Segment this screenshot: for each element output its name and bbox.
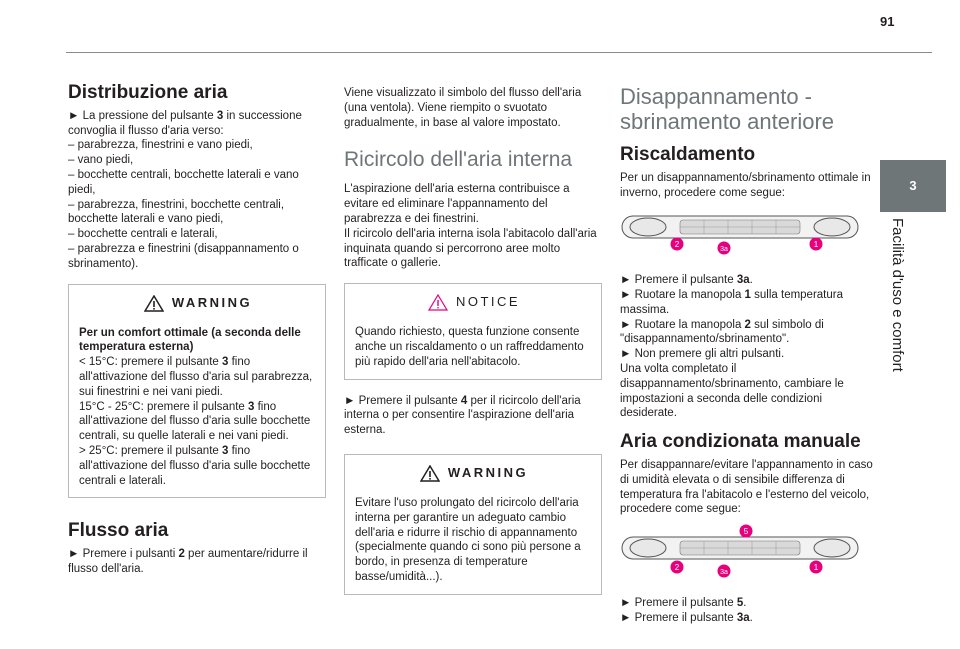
intro-text: ► La pressione del pulsante 3 in successione convoglia il flusso d'aria verso: — [68, 109, 302, 137]
ac-step-1: ► Premere il pulsante 5. — [620, 596, 747, 609]
chapter-tab[interactable]: 3 — [880, 160, 946, 212]
svg-text:2: 2 — [674, 240, 680, 250]
warning-header — [355, 465, 593, 482]
column-2 — [344, 82, 602, 609]
callout-2 — [671, 238, 684, 251]
heading-defrost: Disappannamento - sbrinamento anteriore — [620, 84, 835, 134]
callout-1 — [810, 561, 823, 574]
ac-step-2: ► Premere il pulsante 3a. — [620, 611, 753, 624]
step-4: ► Non premere gli altri pulsanti. — [620, 348, 785, 361]
fan-symbol-text: Viene visualizzato il simbolo del flusso dell'aria (una ventola). Viene riempito o svuotato gradualmente, in base al valore impostato. — [344, 87, 582, 129]
list-item: – parabrezza, finestrini, bocchette centrali, bocchette laterali e vano piedi, — [68, 198, 285, 226]
chapter-title: Facilità d'uso e comfort — [889, 218, 906, 372]
control-panel-illustration — [620, 523, 860, 581]
distribution-list — [68, 138, 326, 271]
warning-triangle-icon — [420, 465, 440, 482]
notice-header — [355, 294, 593, 311]
heading-manual-ac: Aria condizionata manuale — [620, 431, 861, 453]
page-number: 91 — [880, 14, 895, 29]
svg-text:2: 2 — [674, 563, 680, 573]
heading-air-flow: Flusso aria — [68, 520, 169, 542]
callout-3a — [718, 565, 731, 578]
step-2: ► Ruotare la manopola 1 sulla temperatura massima. — [620, 288, 843, 316]
warning-box-recirculation — [344, 454, 602, 595]
warning-triangle-icon — [144, 295, 164, 312]
step-1: ► Premere il pulsante 3a. — [620, 274, 753, 287]
list-item: – bocchette centrali e laterali, — [68, 228, 218, 241]
list-item: – parabrezza, finestrini e vano piedi, — [68, 139, 253, 152]
svg-text:5: 5 — [743, 527, 749, 537]
column-3 — [620, 82, 878, 626]
list-item: – parabrezza e finestrini (disappannamento o sbrinamento). — [68, 242, 299, 270]
warning-line: < 15°C: premere il pulsante 3 fino all'attivazione del flusso d'aria sul parabrezza, sui finestrini e nei vani piedi. — [79, 356, 313, 398]
heading-recirculation: Ricircolo dell'aria interna — [344, 148, 573, 172]
svg-text:3a: 3a — [720, 569, 728, 577]
callout-3a — [718, 242, 731, 255]
control-panel-illustration — [620, 208, 860, 258]
recirculation-instruction: ► Premere il pulsante 4 per il ricircolo dell'aria interna o per consentire l'aspirazione dell'aria esterna. — [344, 394, 581, 437]
list-item: – bocchette centrali, bocchette laterali e vano piedi, — [68, 168, 299, 196]
recirculation-text-2: Il ricircolo dell'aria interna isola l'abitacolo dall'aria inquinata quando si percorrono aree molto trafficate o gallerie. — [344, 227, 597, 270]
callout-2 — [671, 561, 684, 574]
notice-label: NOTICE — [455, 294, 521, 310]
callout-5 — [740, 525, 753, 538]
warning-box-comfort — [68, 284, 326, 499]
control-panel-heating — [620, 208, 878, 263]
after-defrost-text: Una volta completato il disappannamento/sbrinamento, cambiare le impostazioni a seconda delle condizioni desiderate. — [620, 362, 844, 420]
warning-line: 15°C - 25°C: premere il pulsante 3 fino all'attivazione del flusso d'aria sulle bocchette centrali, su quelle laterali e nei vani piedi. — [79, 400, 311, 443]
warning-label: WARNING — [447, 464, 529, 480]
control-panel-ac — [620, 523, 878, 586]
heating-intro: Per un disappannamento/sbrinamento ottimale in inverno, procedere come segue: — [620, 171, 871, 199]
notice-triangle-icon — [428, 294, 448, 311]
chapter-title-vertical — [884, 218, 904, 408]
svg-text:3a: 3a — [720, 246, 728, 254]
warning-label: WARNING — [171, 294, 253, 310]
warning-header — [79, 295, 317, 312]
column-1 — [68, 82, 326, 577]
manual-ac-intro: Per disappannare/evitare l'appannamento in caso di umidità elevata o di sensibile differenza di temperatura fra l'abitacolo e l'esterno del veicolo, procedere come segue: — [620, 458, 873, 516]
callout-1 — [810, 238, 823, 251]
svg-text:1: 1 — [813, 563, 819, 573]
list-item: – vano piedi, — [68, 154, 134, 167]
flow-text: ► Premere i pulsanti 2 per aumentare/ridurre il flusso dell'aria. — [68, 548, 308, 575]
step-3: ► Ruotare la manopola 2 sul simbolo di "disappannamento/sbrinamento". — [620, 318, 824, 346]
warning-line: > 25°C: premere il pulsante 3 fino all'attivazione del flusso d'aria sulle bocchette centrali e laterali. — [79, 444, 311, 487]
recirculation-text-1: L'aspirazione dell'aria esterna contribuisce a evitare ed eliminare l'appannamento del parabrezza e dei finestrini. — [344, 183, 570, 225]
heading-heating: Riscaldamento — [620, 144, 756, 165]
notice-box — [344, 283, 602, 379]
heading-air-distribution: Distribuzione aria — [68, 82, 228, 103]
warning-title: Per un comfort ottimale (a seconda delle temperatura esterna) — [79, 326, 301, 354]
svg-text:1: 1 — [813, 240, 819, 250]
warning-text: Evitare l'uso prolungato del ricircolo dell'aria interna per garantire un adeguato cambio dell'aria e ridurre il rischio di appannamento (specialmente quando ci sono più persone a bordo, in presenza di temperature basse/umidità...). — [355, 496, 581, 583]
header-rule — [66, 52, 932, 53]
notice-text: Quando richiesto, questa funzione consente anche un riscaldamento o un raffreddamento più rapido dell'aria nell'abitacolo. — [355, 326, 584, 368]
